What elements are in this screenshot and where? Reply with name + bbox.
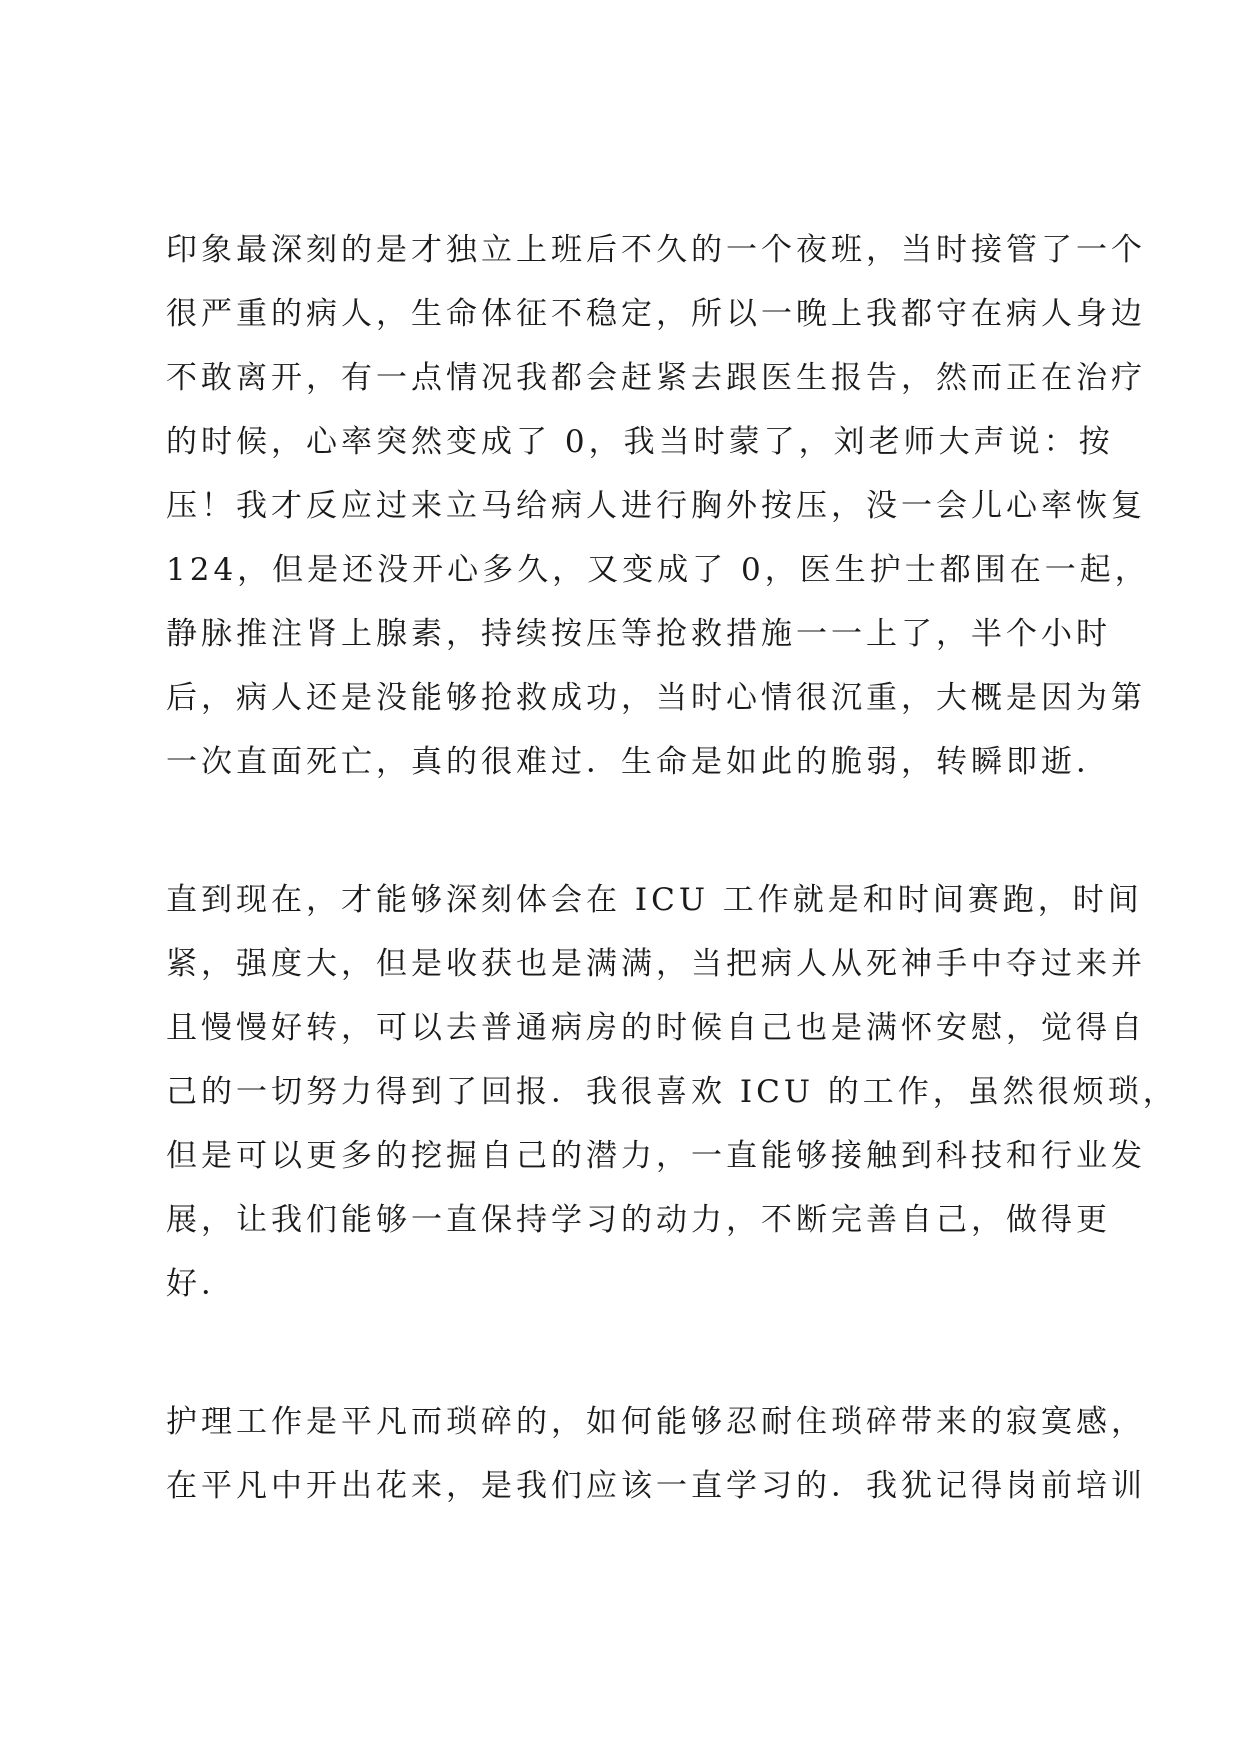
paragraph-2: [166, 868, 1178, 1316]
text-line: 护理工作是平凡而琐碎的，如何能够忍耐住琐碎带来的寂寞感，: [166, 1404, 1146, 1440]
paragraph-1: [166, 218, 1150, 794]
text-line: 一次直面死亡，真的很难过．生命是如此的脆弱，转瞬即逝．: [166, 744, 1111, 780]
text-line: 压！我才反应过来立马给病人进行胸外按压，没一会儿心率恢复: [166, 488, 1146, 524]
text-line: 且慢慢好转，可以去普通病房的时候自己也是满怀安慰，觉得自: [166, 1010, 1146, 1046]
text-line: 直到现在，才能够深刻体会在 ICU 工作就是和时间赛跑，时间: [166, 882, 1143, 918]
text-line: 的时候，心率突然变成了 0，我当时蒙了，刘老师大声说：按: [166, 424, 1114, 460]
text-line: 紧，强度大，但是收获也是满满，当把病人从死神手中夺过来并: [166, 946, 1146, 982]
text-line: 印象最深刻的是才独立上班后不久的一个夜班，当时接管了一个: [166, 232, 1146, 268]
text-line: 很严重的病人，生命体征不稳定，所以一晚上我都守在病人身边: [166, 296, 1146, 332]
text-line: 好．: [166, 1266, 236, 1302]
text-line: 静脉推注肾上腺素，持续按压等抢救措施一一上了，半个小时: [166, 616, 1111, 652]
text-line: 124，但是还没开心多久，又变成了 0，医生护士都围在一起，: [166, 552, 1150, 588]
text-line: 不敢离开，有一点情况我都会赶紧去跟医生报告，然而正在治疗: [166, 360, 1146, 396]
text-line: 己的一切努力得到了回报．我很喜欢 ICU 的工作，虽然很烦琐，: [166, 1074, 1178, 1110]
text-line: 但是可以更多的挖掘自己的潜力，一直能够接触到科技和行业发: [166, 1138, 1146, 1174]
text-line: 在平凡中开出花来，是我们应该一直学习的．我犹记得岗前培训: [166, 1468, 1146, 1504]
text-line: 后，病人还是没能够抢救成功，当时心情很沉重，大概是因为第: [166, 680, 1146, 716]
paragraph-3: [166, 1390, 1146, 1518]
text-line: 展，让我们能够一直保持学习的动力，不断完善自己，做得更: [166, 1202, 1111, 1238]
